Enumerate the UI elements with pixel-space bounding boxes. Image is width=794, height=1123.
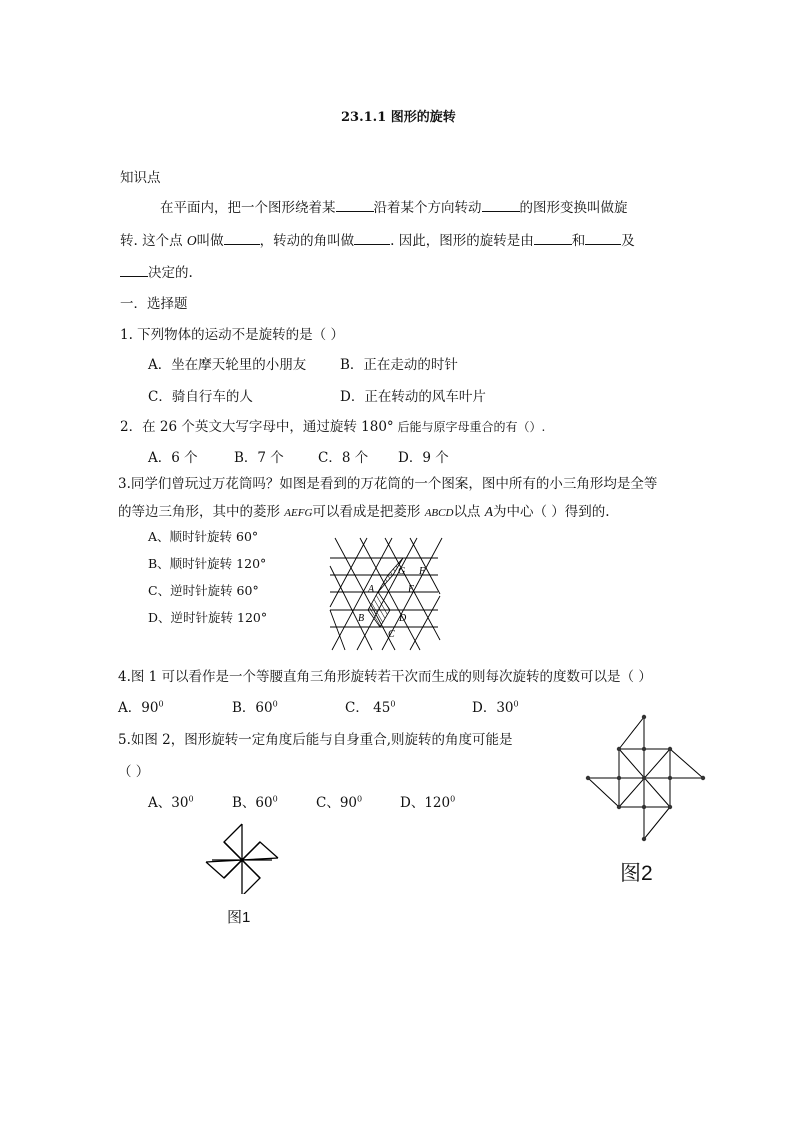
q1-stem: 1. 下列物体的运动不是旋转的是（ ） <box>120 327 344 343</box>
label-f: F <box>419 566 426 577</box>
degree-mark: 0 <box>272 699 278 709</box>
q4-option-d[interactable] <box>472 696 519 716</box>
q1-option-b[interactable]: B．正在走动的时针 <box>340 357 458 373</box>
text: ，转动的角叫做 <box>259 233 355 249</box>
q1-option-a[interactable]: A．坐在摩天轮里的小朋友 <box>148 357 307 373</box>
text: B．60 <box>232 700 273 716</box>
section-heading: 一．选择题 <box>120 296 188 312</box>
q5-option-b[interactable] <box>232 791 278 811</box>
figure-2-caption: 图2 <box>620 862 653 885</box>
text: 的等边三角形，其中的菱形 <box>118 504 285 520</box>
knowledge-heading: 知识点 <box>120 170 161 186</box>
point-label: A <box>484 504 493 519</box>
page-title: 23.1.1 图形的旋转 <box>341 110 456 125</box>
q3-option-b[interactable]: B、顺时针旋转 120° <box>148 556 267 571</box>
label-e: E <box>408 584 415 595</box>
text: 叫做 <box>196 233 224 249</box>
q3-option-a[interactable]: A、顺时针旋转 60° <box>148 529 259 544</box>
text: A．90 <box>118 700 159 716</box>
q2-option-d[interactable]: D．9 个 <box>398 450 449 466</box>
knowledge-line-2 <box>120 229 635 249</box>
figure-2-windmill <box>580 712 710 846</box>
q4-stem: 4.图 1 可以看作是一个等腰直角三角形旋转若干次而生成的则每次旋转的度数可以是（ ） <box>118 669 652 685</box>
rhombus-label: AEFG <box>284 507 313 519</box>
text: 以点 <box>453 504 485 520</box>
degree-mark: 0 <box>272 794 278 804</box>
fill-blank[interactable] <box>224 232 260 245</box>
text: B、60 <box>232 795 273 811</box>
fill-blank[interactable] <box>354 232 390 245</box>
fill-blank[interactable] <box>585 232 621 245</box>
q2-option-a[interactable]: A．6 个 <box>148 450 198 466</box>
text: D、120 <box>400 795 451 811</box>
q1-option-c[interactable]: C．骑自行车的人 <box>148 389 253 405</box>
rhombus-label: ABCD <box>424 507 454 519</box>
text: 决定的. <box>148 265 193 281</box>
text: 和 <box>571 233 586 249</box>
degree-mark: 0 <box>450 794 456 804</box>
text: 2．在 26 个英文大写字母中，通过旋转 180° <box>120 419 394 435</box>
knowledge-line-3 <box>120 261 193 281</box>
q3-option-d[interactable]: D、逆时针旋转 120° <box>148 610 268 625</box>
q4-option-b[interactable] <box>232 696 278 716</box>
text: 的图形变换叫做旋 <box>519 200 628 216</box>
label-d: D <box>399 613 407 624</box>
label-b: B <box>358 613 365 624</box>
fill-blank[interactable] <box>336 199 374 212</box>
point-label: O <box>186 233 197 248</box>
degree-mark: 0 <box>188 794 194 804</box>
q2-stem <box>120 415 545 435</box>
text: 转. 这个点 <box>120 233 187 249</box>
text: 可以看成是把菱形 <box>312 504 425 520</box>
text: C． 45 <box>345 700 391 716</box>
knowledge-line-1 <box>160 196 628 216</box>
text: 在平面内，把一个图形绕着某 <box>160 200 336 216</box>
text: 沿着某个方向转动 <box>373 200 482 216</box>
q2-option-c[interactable]: C．8 个 <box>318 450 369 466</box>
q3-option-c[interactable]: C、逆时针旋转 60° <box>148 583 259 598</box>
q5-option-a[interactable] <box>148 791 194 811</box>
q2-option-b[interactable]: B．7 个 <box>234 450 284 466</box>
degree-mark: 0 <box>158 699 164 709</box>
text: A、30 <box>148 795 189 811</box>
q3-line-2 <box>118 500 610 520</box>
q5-stem: 5.如图 2，图形旋转一定角度后能与自身重合,则旋转的角度可能是 <box>118 732 513 748</box>
text: 为中心（ ）得到的. <box>492 504 610 520</box>
fill-blank[interactable] <box>120 264 148 277</box>
figure-1-caption: 图1 <box>227 909 251 926</box>
text: 及 <box>621 233 635 249</box>
q5-option-d[interactable] <box>400 791 455 811</box>
kaleidoscope-figure <box>320 532 444 652</box>
text: C、90 <box>316 795 358 811</box>
degree-mark: 0 <box>513 699 519 709</box>
text: 后能与原字母重合的有（）. <box>393 420 546 434</box>
degree-mark: 0 <box>390 699 396 709</box>
q4-option-c[interactable] <box>345 696 395 716</box>
q1-option-d[interactable]: D．正在转动的风车叶片 <box>340 389 486 405</box>
q3-line-1: 3.同学们曾玩过万花筒吗？如图是看到的万花筒的一个图案，图中所有的小三角形均是全等 <box>118 476 658 492</box>
label-g: G <box>398 566 406 577</box>
text: . 因此，图形的旋转是由 <box>390 233 534 249</box>
q5-option-c[interactable] <box>316 791 362 811</box>
label-a: A <box>368 584 375 595</box>
fill-blank[interactable] <box>534 232 572 245</box>
degree-mark: 0 <box>357 794 363 804</box>
q4-option-a[interactable] <box>118 696 164 716</box>
label-c: C <box>388 629 395 640</box>
q5-answer-paren[interactable]: （ ） <box>118 764 150 780</box>
fill-blank[interactable] <box>482 199 520 212</box>
text: D．30 <box>472 700 514 716</box>
figure-1-pinwheel <box>200 820 282 894</box>
